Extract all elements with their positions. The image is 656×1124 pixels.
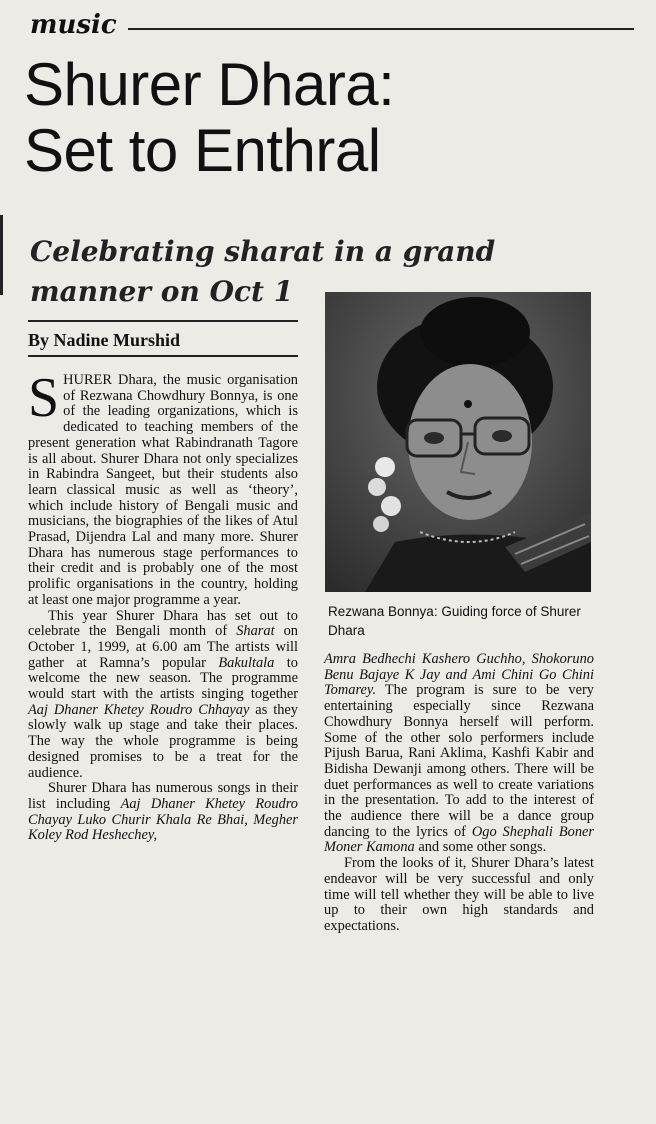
article-paragraph-1 [28, 367, 298, 609]
section-rule [128, 28, 634, 30]
article-paragraph-4: From the looks of it, Shurer Dhara’s latest endeavor will be very successful and only time will tell whether they will be able to live up to their own high standards and expectations. [324, 855, 594, 934]
headline [24, 52, 634, 184]
photo-caption: Rezwana Bonnya: Guiding force of Shurer Dhara [328, 604, 581, 638]
paragraph-1-text: HURER Dhara, the music organisation of Rezwana Chowdhury Bonnya, is one of the leading organizations, which is dedicated to teaching members of the present generation what Rabindranath Tagore is all about. Shurer Dhara not only specializes in Rabindra Sangeet, but their students also learn classical music as well as ‘theory’, which include history of Bengali music and musicians, the biographies of the likes of Atul Prasad, Dijendra Lal and many more. Shurer Dhara has numerous stage performances to their credit and is probably one of the most prolific organisations in the country, holding at least one major programme a year. [28, 372, 298, 608]
section-label: music [30, 10, 117, 40]
paragraph-3-text-a: Shurer Dhara has numerous songs in their list including [28, 780, 298, 812]
paragraph-2-text-b: on October 1, 1999, at 6.00 am The artists will gather at Ramna’s popular [28, 623, 298, 671]
song-list-continued: Amra Bedhechi Kashero Guchho, Shokoruno Benu Bajaye K Jay and Ami Chini Go Chini Tomarey. [324, 651, 594, 699]
month-name: Sharat [236, 623, 275, 640]
article-paragraph-2 [28, 609, 298, 782]
dance-song-title: Ogo Shephali Boner Moner Kamona [324, 823, 594, 856]
subheadline: Celebrating sharat in a grand manner on Oct 1 [30, 235, 496, 308]
page-edge-mark [0, 215, 3, 295]
paragraph-2-text-a: This year Shurer Dhara has set out to celebrate the Bengali month of [28, 607, 298, 640]
article-paragraph-3-continued [324, 652, 594, 856]
paragraph-2-text-d: as they slowly walk up stage and take their places. The way the whole programme is being designed promises to be a treat for the audience. [28, 701, 298, 781]
paragraph-3-text-c: and some other songs. [414, 839, 547, 856]
headline-line-1: Shurer Dhara: [24, 51, 395, 118]
headline-line-2: Set to Enthral [24, 117, 381, 184]
portrait-image [325, 292, 591, 592]
drop-cap: S [28, 367, 60, 429]
paragraph-2-text-c: to welcome the new season. The programme would start with the artists singing together [28, 654, 298, 703]
portrait-photo [325, 292, 591, 592]
opening-song-title: Aaj Dhaner Khetey Roudro Chhayay [28, 701, 250, 718]
article-paragraph-3-start [28, 781, 298, 844]
song-list: Aaj Dhaner Khetey Roudro Chayay Luko Churir Khala Re Bhai, Megher Koley Rod Heshechey, [28, 795, 298, 844]
venue-name: Bakultala [218, 654, 275, 671]
byline: By Nadine Murshid [28, 322, 298, 357]
paragraph-3-text-b: The program is sure to be very entertaining especially since Rezwana Chowdhury Bonnya herself will perform. Some of the other solo performers include Pijush Barua, Rani Aklima, Kashfi Kabir and Bidisha Dewanji among others. There will be duet performances as well to create variations in the presentation. To add to the interest of the audience there will be a dance group dancing to the lyrics of [324, 682, 594, 840]
article-column-right [322, 292, 594, 935]
article-column-left [28, 320, 298, 844]
